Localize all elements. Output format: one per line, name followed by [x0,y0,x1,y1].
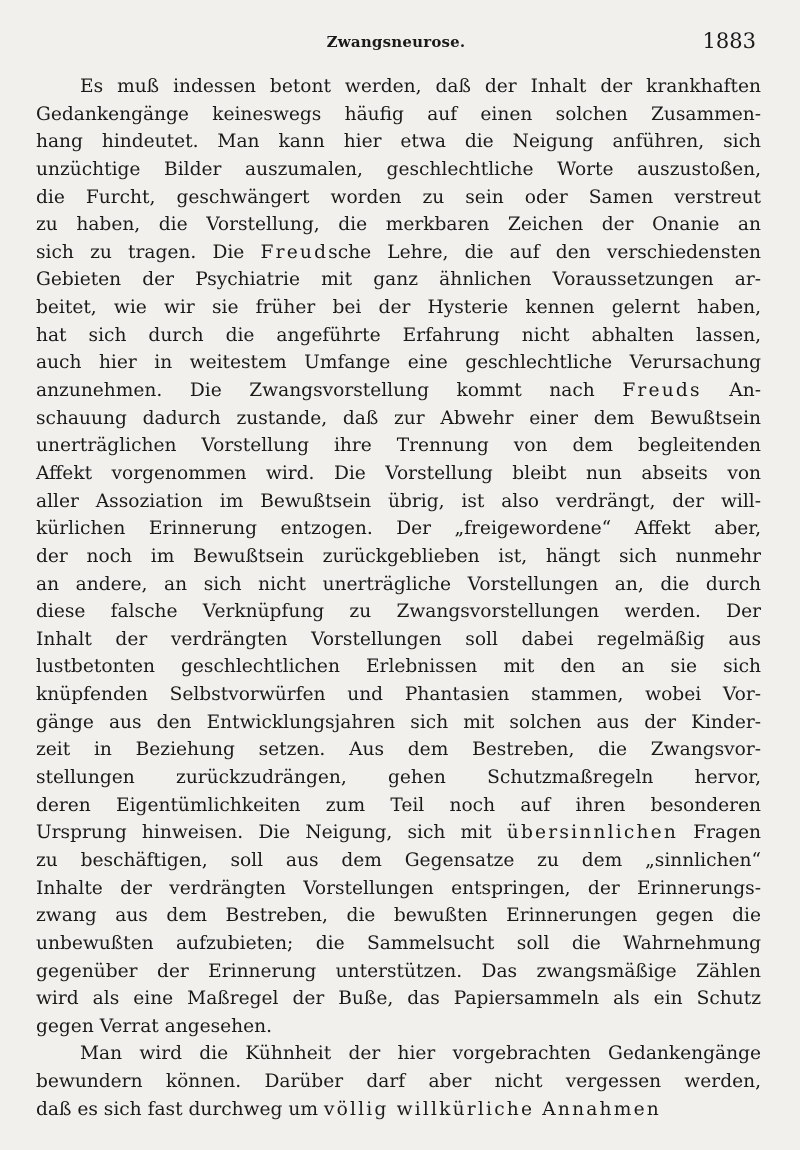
spaced-emphasis: völlig willkürliche Annahmen [323,1098,661,1120]
running-title: Zwangsneurose. [326,33,466,51]
text-run: Affekt vorgenommen wird. Die Vorstellung bleibt nun abseits von [36,462,761,484]
text-line [36,792,761,820]
text-line [36,239,761,267]
text-line [36,73,761,101]
text-run: lustbetonten geschlechtlichen Erlebnissen mit den an sie sich [36,656,761,678]
text-run: zu haben, die Vorstellung, die merkbaren Zeichen der Onanie an [36,214,761,236]
text-line [36,543,761,571]
text-run: anzunehmen. Die Zwangsvorstellung kommt nach [36,380,623,402]
text-line [36,736,761,764]
text-run: zu beschäftigen, soll aus dem Gegensatze zu dem „sinnlichen“ [36,849,761,871]
text-run: An- [701,380,761,402]
text-run: schauung dadurch zustande, daß zur Abwehr einer dem Bewußtsein [36,407,761,429]
text-line [36,266,761,294]
text-line [36,626,761,654]
text-line [36,571,761,599]
text-line [36,819,761,847]
text-line [36,349,761,377]
text-run: die Furcht, geschwängert worden zu sein oder Samen verstreut [36,186,761,208]
text-line [36,598,761,626]
text-line [36,460,761,488]
text-line [36,958,761,986]
text-run: zeit in Beziehung setzen. Aus dem Bestreben, die Zwangsvor- [36,739,761,761]
text-line [36,156,761,184]
spaced-emphasis: Freuds [622,380,702,402]
text-line [36,653,761,681]
text-run: Ursprung hinweisen. Die Neigung, sich mit [36,822,507,844]
text-run: diese falsche Verknüpfung zu Zwangsvorstellungen werden. Der [36,601,761,623]
text-run: hat sich durch die angeführte Erfahrung nicht abhalten lassen, [36,324,761,346]
text-run: Inhalte der verdrängten Vorstellungen entspringen, der Erinnerungs- [36,877,761,899]
text-run: sche Lehre, die auf den verschiedensten [328,241,761,263]
text-run: unbewußten aufzubieten; die Sammelsucht soll die Wahrnehmung [36,932,761,954]
text-line [36,101,761,129]
text-line [36,902,761,930]
text-line [36,211,761,239]
text-line [36,847,761,875]
text-run: knüpfenden Selbstvorwürfen und Phantasien stammen, wobei Vor- [36,684,761,706]
text-line [36,294,761,322]
text-run: daß es sich fast durchweg um [36,1098,324,1120]
paragraph [36,73,761,1040]
text-line [36,930,761,958]
text-line [36,1013,761,1041]
page-number: 1883 [702,29,756,53]
text-line [36,515,761,543]
text-line [36,1040,761,1068]
text-run: Fragen [678,822,761,844]
text-run: Man wird die Kühnheit der hier vorgebrachten Gedankengänge [80,1043,761,1065]
text-run: der noch im Bewußtsein zurückgeblieben ist, hängt sich nunmehr [36,545,761,567]
text-line [36,184,761,212]
text-run: kürlichen Erinnerung entzogen. Der „freigewordene“ Affekt aber, [36,518,761,540]
text-run: Gebieten der Psychiatrie mit ganz ähnlichen Voraussetzungen ar- [36,269,761,291]
text-run: aller Assoziation im Bewußtsein übrig, ist also verdrängt, der will- [36,490,761,512]
text-line [36,405,761,433]
text-run: hang hindeutet. Man kann hier etwa die Neigung anführen, sich [36,131,761,153]
spaced-emphasis: Freud [260,241,329,263]
text-line [36,377,761,405]
body-text [36,73,761,1123]
text-run: an andere, an sich nicht unerträgliche Vorstellungen an, die durch [36,573,761,595]
text-line [36,985,761,1013]
text-line [36,128,761,156]
text-run: unerträglichen Vorstellung ihre Trennung von dem begleitenden [36,435,761,457]
text-line [36,1068,761,1096]
text-run: unzüchtige Bilder auszumalen, geschlechtliche Worte auszustoßen, [36,158,761,180]
text-run: gegenüber der Erinnerung unterstützen. Das zwangsmäßige Zählen [36,960,761,982]
text-run: gegen Verrat angesehen. [36,1015,273,1037]
text-run: Gedankengänge keineswegs häufig auf einen solchen Zusammen- [36,103,761,125]
paragraph [36,1040,761,1123]
text-line [36,488,761,516]
text-run: sich zu tragen. Die [36,241,261,263]
text-run: Es muß indessen betont werden, daß der Inhalt der krankhaften [80,76,761,97]
text-line [36,681,761,709]
text-run: beitet, wie wir sie früher bei der Hysterie kennen gelernt haben, [36,297,761,319]
text-run: deren Eigentümlichkeiten zum Teil noch auf ihren besonderen [36,794,761,816]
text-run: Inhalt der verdrängten Vorstellungen soll dabei regelmäßig aus [36,628,761,650]
text-run: auch hier in weitestem Umfange eine geschlechtliche Verursachung [36,352,761,374]
text-line [36,764,761,792]
text-run: gänge aus den Entwicklungsjahren sich mit solchen aus der Kinder- [36,711,761,733]
text-run: stellungen zurückzudrängen, gehen Schutzmaßregeln hervor, [36,767,761,789]
text-run: zwang aus dem Bestreben, die bewußten Erinnerungen gegen die [36,905,761,927]
spaced-emphasis: übersinnlichen [506,822,679,844]
text-line [36,1096,761,1124]
text-line [36,322,761,350]
text-run: bewundern können. Darüber darf aber nicht vergessen werden, [36,1071,761,1093]
text-line [36,709,761,737]
text-run: wird als eine Maßregel der Buße, das Papiersammeln als ein Schutz [36,988,761,1010]
text-line [36,432,761,460]
text-line [36,875,761,903]
running-header [36,31,756,57]
